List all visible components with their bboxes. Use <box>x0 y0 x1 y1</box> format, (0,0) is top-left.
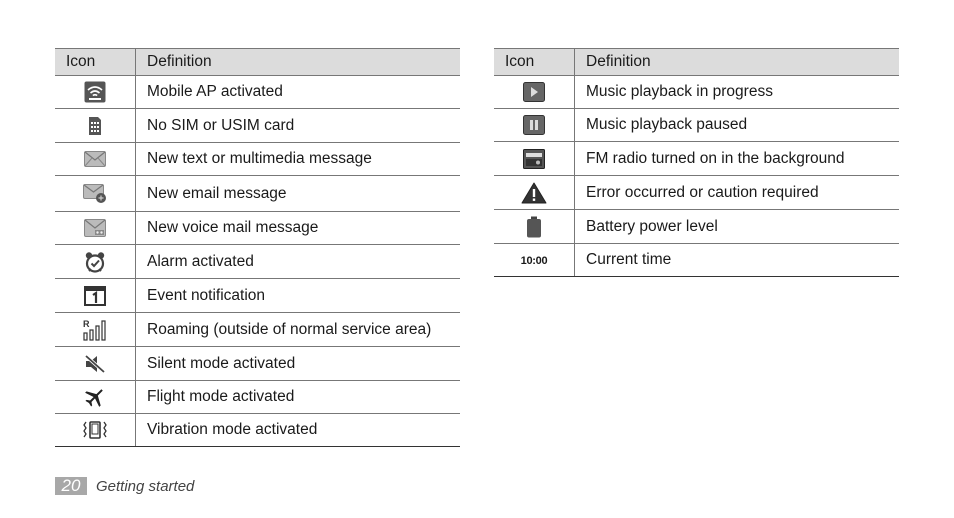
page-footer <box>55 477 194 495</box>
table-row <box>55 279 460 313</box>
definition: Flight mode activated <box>136 381 461 414</box>
section-title: Getting started <box>96 477 195 495</box>
table-row <box>494 109 899 142</box>
definition: Vibration mode activated <box>136 414 461 447</box>
definition: Current time <box>575 244 900 277</box>
time-icon: 10:00 <box>520 255 548 267</box>
battery-icon <box>526 216 542 238</box>
table-row <box>494 142 899 176</box>
play-icon <box>523 82 545 102</box>
event-icon <box>84 286 106 306</box>
definition: Music playback paused <box>575 109 900 142</box>
fm-radio-icon <box>523 149 545 169</box>
table-header <box>55 49 460 76</box>
table-row <box>494 176 899 210</box>
definition: FM radio turned on in the background <box>575 142 900 176</box>
definition: Battery power level <box>575 210 900 244</box>
definition: Alarm activated <box>136 245 461 279</box>
table-row <box>55 245 460 279</box>
table-row <box>494 76 899 109</box>
header-definition: Definition <box>575 49 900 76</box>
table-row <box>55 109 460 143</box>
warning-icon <box>521 182 547 204</box>
table-row <box>494 210 899 244</box>
no-sim-icon <box>88 116 102 136</box>
alarm-icon <box>84 251 106 273</box>
table-row <box>55 414 460 447</box>
header-icon: Icon <box>494 49 575 76</box>
header-icon: Icon <box>55 49 136 76</box>
definition: Event notification <box>136 279 461 313</box>
header-definition: Definition <box>136 49 461 76</box>
definition: Music playback in progress <box>575 76 900 109</box>
definition: New voice mail message <box>136 212 461 245</box>
svg-text:R: R <box>83 318 90 329</box>
page-number: 20 <box>55 477 87 495</box>
definition: Roaming (outside of normal service area) <box>136 313 461 347</box>
definition: New email message <box>136 176 461 212</box>
definition: Error occurred or caution required <box>575 176 900 210</box>
table-row <box>55 347 460 381</box>
definition: No SIM or USIM card <box>136 109 461 143</box>
table-row <box>55 176 460 212</box>
table-row <box>55 381 460 414</box>
message-icon <box>84 151 106 167</box>
table-row <box>55 313 460 347</box>
roaming-icon <box>83 319 107 341</box>
email-icon <box>83 184 107 204</box>
voicemail-icon <box>84 219 106 237</box>
definition: New text or multimedia message <box>136 143 461 176</box>
mobile-ap-icon <box>84 81 106 103</box>
table-row <box>494 244 899 277</box>
definition: Mobile AP activated <box>136 76 461 109</box>
pause-icon <box>523 115 545 135</box>
vibration-icon <box>82 420 108 440</box>
table-header <box>494 49 899 76</box>
left-icon-table <box>55 48 460 447</box>
table-row <box>55 143 460 176</box>
table-row <box>55 76 460 109</box>
silent-icon <box>84 354 106 374</box>
right-icon-table <box>494 48 899 277</box>
flight-icon <box>83 386 107 408</box>
definition: Silent mode activated <box>136 347 461 381</box>
table-row <box>55 212 460 245</box>
